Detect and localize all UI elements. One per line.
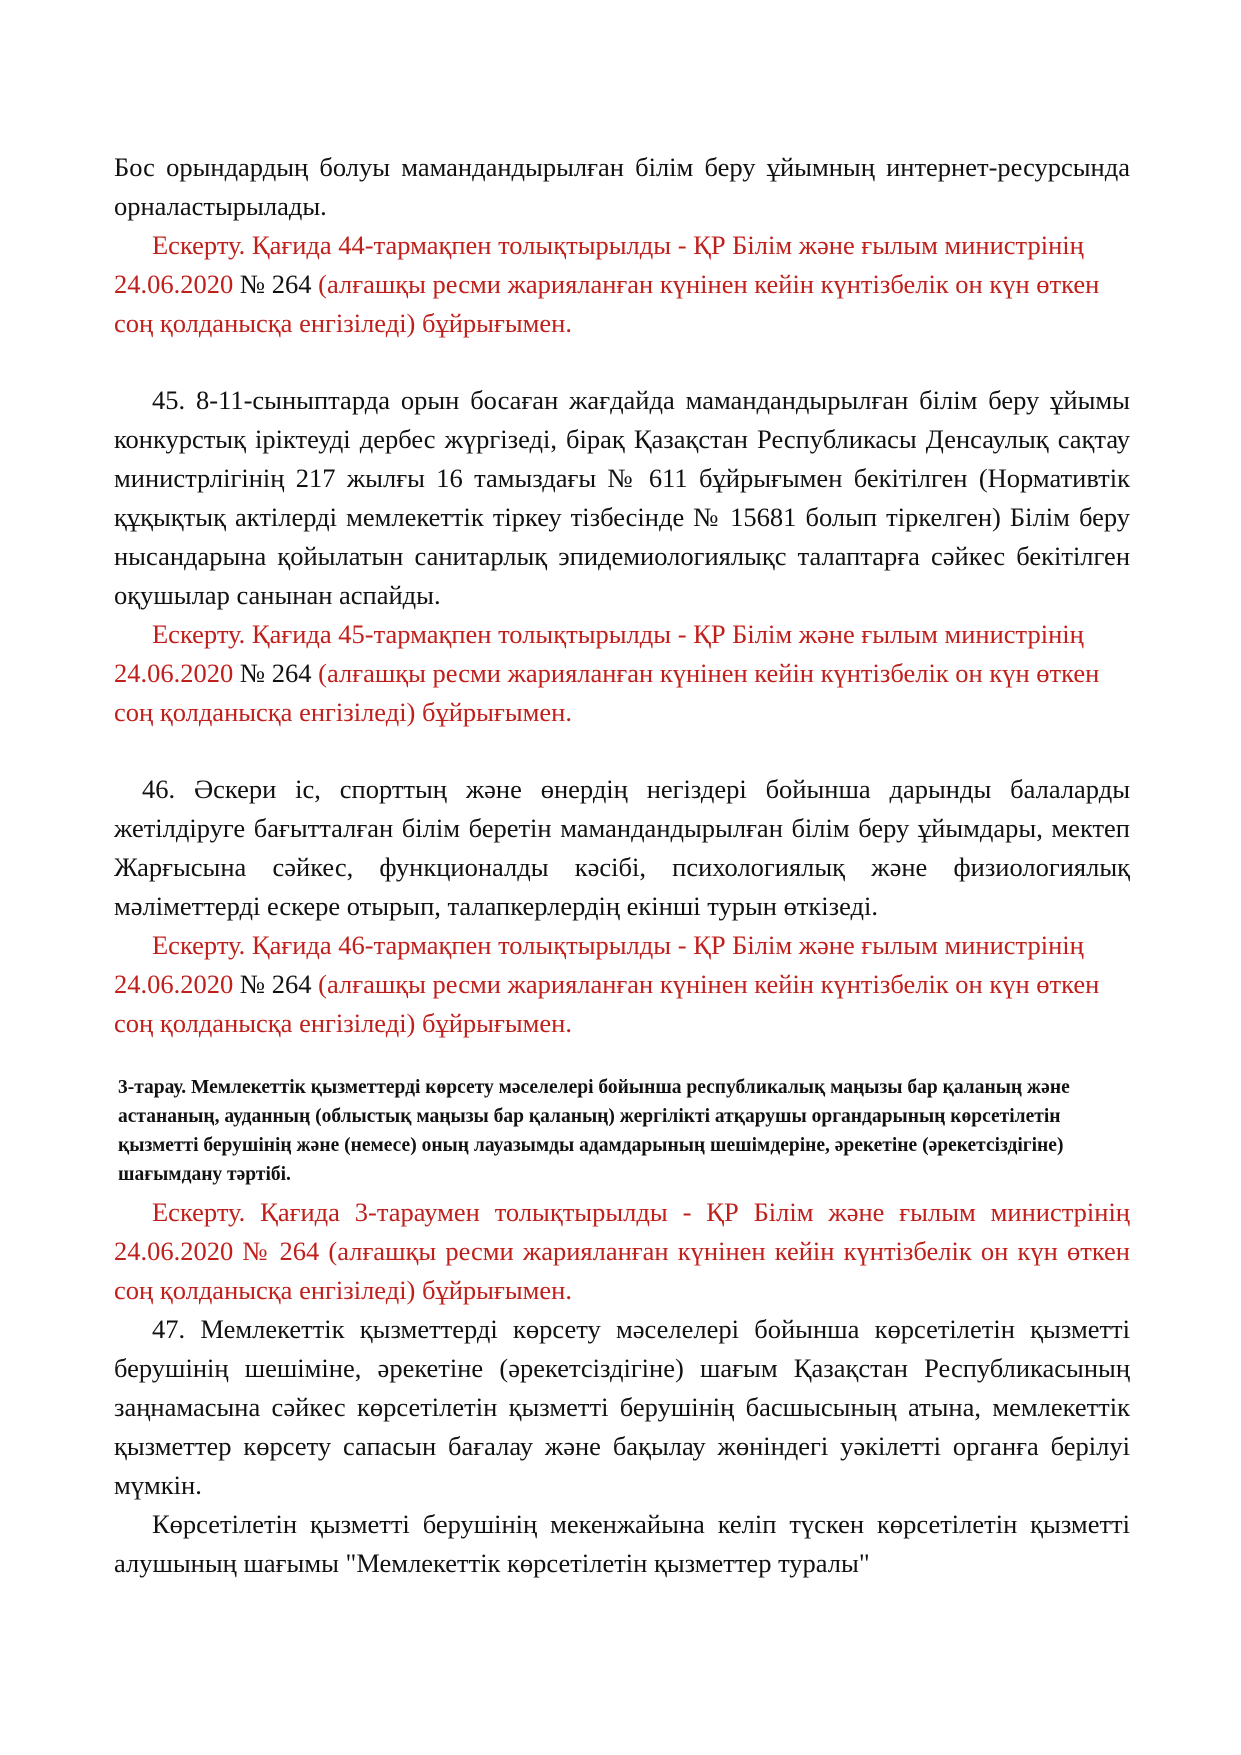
paragraph-45: 45. 8-11-сыныптарда орын босаған жағдайда мамандандырылған білім беру ұйымы конкурстық іріктеуді дербес жүргізеді, бірақ Қазақстан Республикасы Денсаулық сақтау министрлігінің 217 жылғы 16 тамыздағы № 611 бұйрығымен бекітілген (Нормативтік құқықтық актілерді мемлекеттік тіркеу тізбесінде № 15681 болып тіркелген) Білім беру нысандарына қойылатын санитарлық эпидемиологиялықс талаптарға сәйкес бекітілген оқушылар санынан аспайды.	[114, 385, 1130, 610]
amendment-note-46	[114, 926, 1130, 1043]
amendment-note-45-number: № 264	[239, 658, 312, 688]
spacer	[114, 732, 1130, 770]
paragraph-46: 46. Әскери іс, спорттың және өнердің негіздері бойынша дарынды балаларды жетілдіруге бағытталған білім беретін мамандандырылған білім беру ұйымдары, мектеп Жарғысына сәйкес, функционалды кәсібі, психологиялық және физиологиялық мәліметтерді ескере отырып, талапкерлердің екінші турын өткізеді.	[114, 774, 1130, 921]
amendment-note-44	[114, 226, 1130, 343]
amendment-note-45-text: Ескерту. Қағида 45-тармақпен толықтырылды - ҚР Білім және ғылым министрінің 24.06.2020	[114, 619, 1084, 688]
spacer	[114, 343, 1130, 381]
chapter-3-heading: 3-тарау. Мемлекеттік қызметтерді көрсету мәселелері бойынша республикалық маңызы бар қаланың және астананың, ауданның (облыстық маңызы бар қаланың) жергілікті атқарушы органдарының көрсетілетін қызметті берушінің және (немесе) оның лауазымды адамдарының шешімдеріне, әрекетіне (әрекетсіздігіне) шағымдану тәртібі.	[118, 1077, 1070, 1185]
amendment-note-45	[114, 615, 1130, 732]
document-body	[114, 148, 1130, 1583]
amendment-note-46-text: Ескерту. Қағида 46-тармақпен толықтырылды - ҚР Білім және ғылым министрінің 24.06.2020	[114, 930, 1084, 999]
amendment-note-46-suffix: (алғашқы ресми жарияланған күнінен кейін күнтізбелік он күн өткен соң қолданысқа енгізіледі) бұйрығымен.	[114, 969, 1100, 1038]
paragraph-vacancy-info: Бос орындардың болуы мамандандырылған білім беру ұйымның интернет-ресурсында орналастырылады.	[114, 152, 1130, 221]
paragraph-complaint-receipt: Көрсетілетін қызметті берушінің мекенжайына келіп түскен көрсетілетін қызметті алушының шағымы "Мемлекеттік көрсетілетін қызметтер туралы"	[114, 1509, 1130, 1578]
amendment-note-46-number: № 264	[239, 969, 312, 999]
amendment-note-45-suffix: (алғашқы ресми жарияланған күнінен кейін күнтізбелік он күн өткен соң қолданысқа енгізіледі) бұйрығымен.	[114, 658, 1100, 727]
paragraph-47: 47. Мемлекеттік қызметтерді көрсету мәселелері бойынша көрсетілетін қызметті берушінің шешіміне, әрекетіне (әрекетсіздігіне) шағым Қазақстан Республикасының заңнамасына сәйкес көрсетілетін қызметті берушінің басшысының атына, мемлекеттік қызметтер көрсету сапасын бағалау және бақылау жөніндегі уәкілетті органға берілуі мүмкін.	[114, 1314, 1130, 1500]
amendment-note-chapter-3: Ескерту. Қағида 3-тараумен толықтырылды - ҚР Білім және ғылым министрінің 24.06.2020 № 264 (алғашқы ресми жарияланған күнінен кейін күнтізбелік он күн өткен соң қолданысқа енгізіледі) бұйрығымен.	[114, 1197, 1130, 1305]
amendment-note-44-number: № 264	[239, 269, 312, 299]
amendment-note-44-suffix: (алғашқы ресми жарияланған күнінен кейін күнтізбелік он күн өткен соң қолданысқа енгізіледі) бұйрығымен.	[114, 269, 1100, 338]
spacer	[114, 1043, 1130, 1073]
amendment-note-44-text: Ескерту. Қағида 44-тармақпен толықтырылды - ҚР Білім және ғылым министрінің 24.06.2020	[114, 230, 1084, 299]
